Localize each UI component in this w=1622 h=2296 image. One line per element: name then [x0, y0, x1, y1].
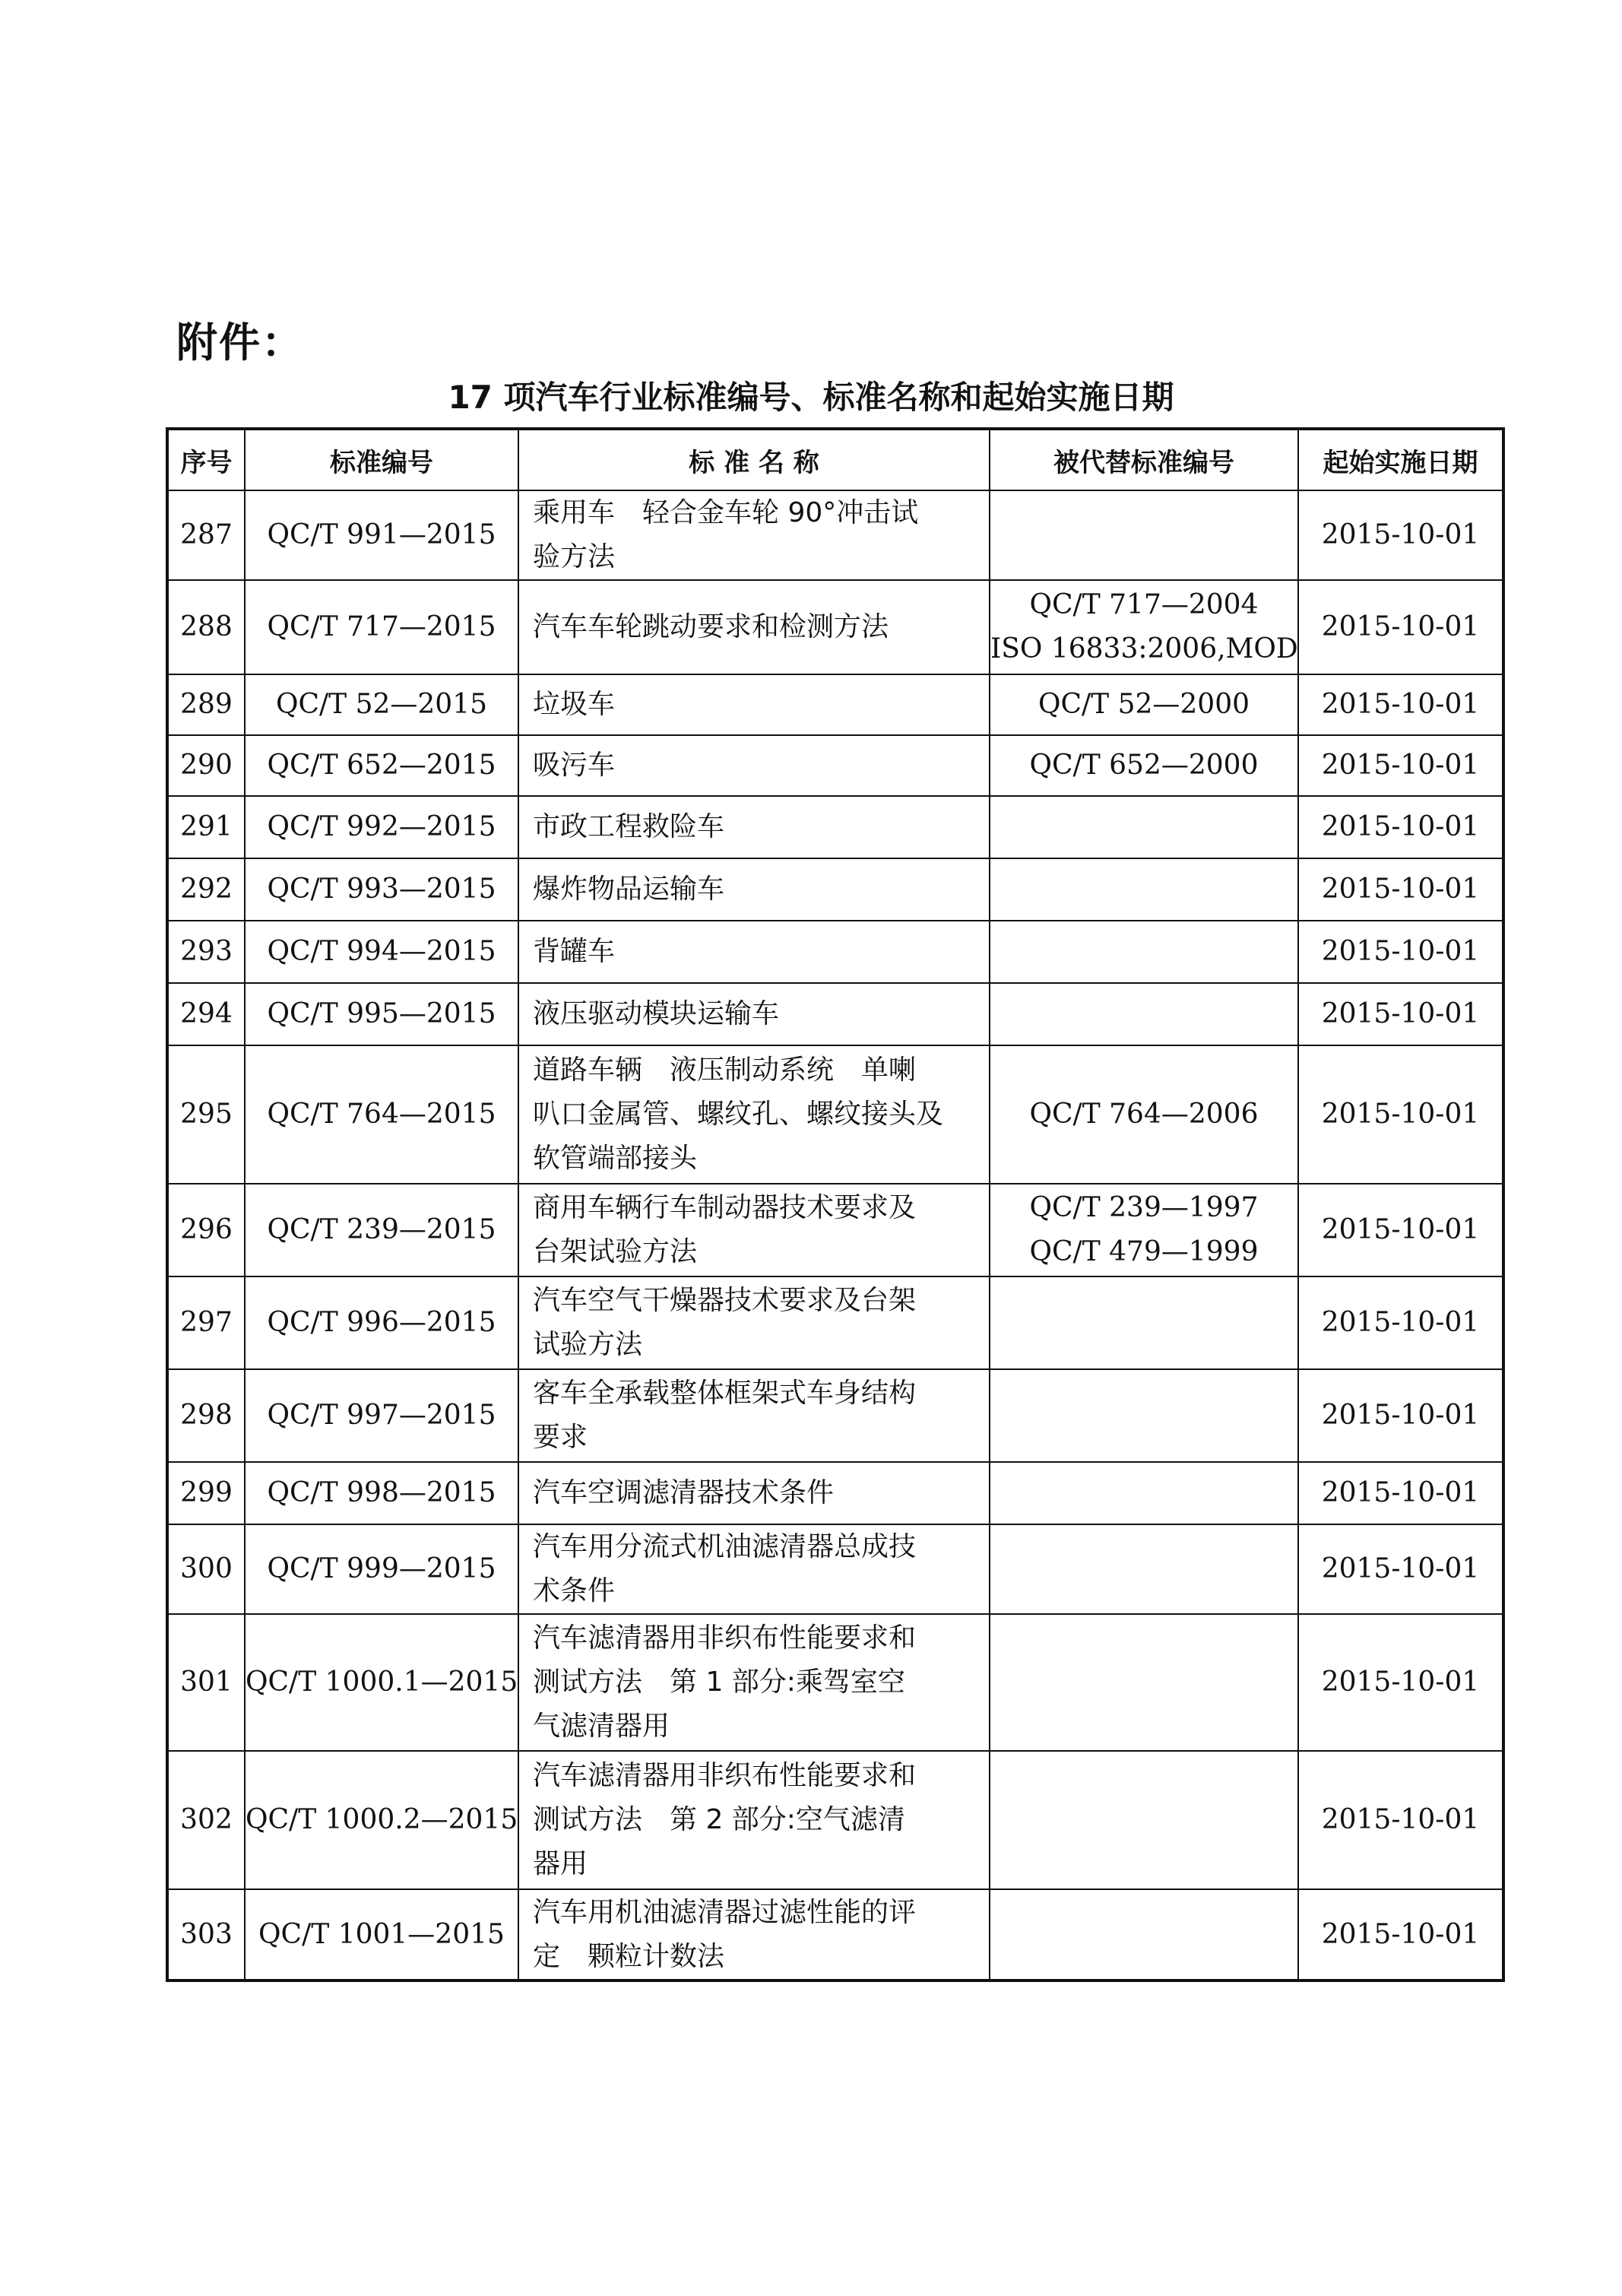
- table-row: [167, 1369, 1503, 1462]
- row-name-line: 汽车滤清器用非织布性能要求和: [533, 1622, 917, 1654]
- row-name: [518, 674, 990, 735]
- row-replaced: [990, 490, 1298, 580]
- row-name: [518, 1276, 990, 1369]
- row-name-line: 定 颗粒计数法: [533, 1940, 725, 1972]
- row-replaced: [990, 983, 1298, 1045]
- row-replaced-line: ISO 16833:2006,MOD: [990, 633, 1298, 664]
- row-code: QC/T 1000.1—2015: [245, 1614, 518, 1751]
- row-name-line: 商用车辆行车制动器技术要求及: [533, 1192, 917, 1223]
- row-replaced-line: QC/T 52—2000: [1038, 689, 1250, 720]
- table-row: [167, 1524, 1503, 1614]
- row-date: 2015-10-01: [1298, 921, 1503, 983]
- table-row: [167, 674, 1503, 735]
- row-replaced: [990, 1369, 1298, 1462]
- table-row: [167, 1045, 1503, 1184]
- row-date: 2015-10-01: [1298, 796, 1503, 858]
- row-date: 2015-10-01: [1298, 1751, 1503, 1889]
- row-code: QC/T 998—2015: [245, 1462, 518, 1524]
- row-date: 2015-10-01: [1298, 1614, 1503, 1751]
- row-code: QC/T 239—2015: [245, 1184, 518, 1276]
- row-name: [518, 858, 990, 921]
- row-name-line: 要求: [533, 1422, 588, 1453]
- row-replaced: [990, 921, 1298, 983]
- row-name: [518, 921, 990, 983]
- table-row: [167, 1614, 1503, 1751]
- row-replaced: [990, 580, 1298, 674]
- row-date: 2015-10-01: [1298, 1045, 1503, 1184]
- row-name: [518, 735, 990, 796]
- row-name: [518, 1045, 990, 1184]
- table-row: [167, 1889, 1503, 1980]
- row-name: [518, 1751, 990, 1889]
- row-date: 2015-10-01: [1298, 1369, 1503, 1462]
- row-replaced: [990, 1614, 1298, 1751]
- row-seq: 293: [167, 921, 245, 983]
- row-seq: 287: [167, 490, 245, 580]
- row-name-line: 乘用车 轻合金车轮 90°冲击试: [533, 497, 919, 528]
- table-row: [167, 921, 1503, 983]
- table-row: [167, 858, 1503, 921]
- row-date: 2015-10-01: [1298, 1889, 1503, 1980]
- row-name-line: 软管端部接头: [533, 1143, 698, 1174]
- row-code: QC/T 652—2015: [245, 735, 518, 796]
- row-name-line: 液压驱动模块运输车: [533, 998, 780, 1029]
- row-name-line: 叭口金属管、螺纹孔、螺纹接头及: [533, 1099, 944, 1130]
- table-row: [167, 1184, 1503, 1276]
- row-date: 2015-10-01: [1298, 1524, 1503, 1614]
- row-date: 2015-10-01: [1298, 983, 1503, 1045]
- row-name-line: 台架试验方法: [533, 1236, 698, 1267]
- row-name: [518, 1462, 990, 1524]
- document-title: 17 项汽车行业标准编号、标准名称和起始实施日期: [448, 379, 1174, 416]
- row-replaced-line: QC/T 652—2000: [1029, 750, 1259, 781]
- row-name-line: 汽车空气干燥器技术要求及台架: [533, 1285, 917, 1316]
- row-replaced-line: QC/T 239—1997: [1029, 1192, 1259, 1223]
- row-name: [518, 1889, 990, 1980]
- row-name-line: 汽车滤清器用非织布性能要求和: [533, 1760, 917, 1791]
- row-code: QC/T 994—2015: [245, 921, 518, 983]
- row-code: QC/T 1000.2—2015: [245, 1751, 518, 1889]
- row-seq: 300: [167, 1524, 245, 1614]
- row-seq: 289: [167, 674, 245, 735]
- table-header-row: [167, 429, 1503, 490]
- row-name-line: 市政工程救险车: [533, 811, 725, 842]
- row-date: 2015-10-01: [1298, 490, 1503, 580]
- row-name-line: 垃圾车: [533, 689, 616, 720]
- standards-table: [166, 427, 1505, 1982]
- header-date: 起始实施日期: [1298, 429, 1503, 490]
- row-name: [518, 1524, 990, 1614]
- row-date: 2015-10-01: [1298, 1276, 1503, 1369]
- row-code: QC/T 764—2015: [245, 1045, 518, 1184]
- row-date: 2015-10-01: [1298, 1184, 1503, 1276]
- row-name: [518, 580, 990, 674]
- row-replaced: [990, 796, 1298, 858]
- row-replaced-line: QC/T 479—1999: [1029, 1236, 1259, 1267]
- row-code: QC/T 999—2015: [245, 1524, 518, 1614]
- row-name-line: 试验方法: [533, 1329, 643, 1360]
- row-replaced: [990, 1751, 1298, 1889]
- row-seq: 299: [167, 1462, 245, 1524]
- row-name: [518, 1614, 990, 1751]
- row-name: [518, 1369, 990, 1462]
- row-name-line: 道路车辆 液压制动系统 单喇: [533, 1054, 917, 1086]
- row-date: 2015-10-01: [1298, 580, 1503, 674]
- row-code: QC/T 52—2015: [245, 674, 518, 735]
- row-seq: 296: [167, 1184, 245, 1276]
- table-row: [167, 1751, 1503, 1889]
- header-name: 标 准 名 称: [518, 429, 990, 490]
- row-name-line: 吸污车: [533, 750, 616, 781]
- row-name-line: 气滤清器用: [533, 1711, 670, 1742]
- table-body: [167, 490, 1503, 1980]
- row-seq: 291: [167, 796, 245, 858]
- row-replaced: [990, 1184, 1298, 1276]
- row-name-line: 汽车用分流式机油滤清器总成技: [533, 1531, 917, 1562]
- row-name-line: 汽车车轮跳动要求和检测方法: [533, 611, 889, 642]
- row-seq: 292: [167, 858, 245, 921]
- row-code: QC/T 997—2015: [245, 1369, 518, 1462]
- row-seq: 298: [167, 1369, 245, 1462]
- row-replaced: [990, 858, 1298, 921]
- row-seq: 294: [167, 983, 245, 1045]
- row-code: QC/T 992—2015: [245, 796, 518, 858]
- table-row: [167, 490, 1503, 580]
- row-replaced: [990, 1276, 1298, 1369]
- row-replaced: [990, 1524, 1298, 1614]
- table-row: [167, 1276, 1503, 1369]
- row-seq: 295: [167, 1045, 245, 1184]
- row-code: QC/T 991—2015: [245, 490, 518, 580]
- row-date: 2015-10-01: [1298, 1462, 1503, 1524]
- row-name-line: 客车全承载整体框架式车身结构: [533, 1378, 917, 1409]
- row-replaced: [990, 674, 1298, 735]
- row-seq: 302: [167, 1751, 245, 1889]
- table-row: [167, 983, 1503, 1045]
- row-code: QC/T 996—2015: [245, 1276, 518, 1369]
- row-name-line: 爆炸物品运输车: [533, 874, 725, 905]
- row-date: 2015-10-01: [1298, 858, 1503, 921]
- row-replaced-line: QC/T 764—2006: [1029, 1099, 1259, 1130]
- row-name: [518, 1184, 990, 1276]
- table-row: [167, 735, 1503, 796]
- row-name-line: 汽车用机油滤清器过滤性能的评: [533, 1896, 917, 1928]
- row-seq: 301: [167, 1614, 245, 1751]
- row-name-line: 验方法: [533, 541, 616, 572]
- row-seq: 303: [167, 1889, 245, 1980]
- row-name: [518, 796, 990, 858]
- row-name-line: 汽车空调滤清器技术条件: [533, 1477, 835, 1508]
- row-replaced-line: QC/T 717—2004: [1029, 589, 1259, 620]
- row-name-line: 术条件: [533, 1575, 616, 1606]
- table-row: [167, 580, 1503, 674]
- row-replaced: [990, 735, 1298, 796]
- row-name-line: 测试方法 第 2 部分:空气滤清: [533, 1804, 905, 1835]
- header-replaced: 被代替标准编号: [990, 429, 1298, 490]
- attachment-heading: 附件：: [176, 319, 304, 366]
- row-name-line: 背罐车: [533, 936, 616, 967]
- row-replaced: [990, 1462, 1298, 1524]
- row-name: [518, 490, 990, 580]
- row-name-line: 器用: [533, 1848, 588, 1879]
- row-replaced: [990, 1889, 1298, 1980]
- row-seq: 288: [167, 580, 245, 674]
- row-replaced: [990, 1045, 1298, 1184]
- row-code: QC/T 717—2015: [245, 580, 518, 674]
- row-code: QC/T 1001—2015: [245, 1889, 518, 1980]
- row-date: 2015-10-01: [1298, 735, 1503, 796]
- table-row: [167, 796, 1503, 858]
- header-code: 标准编号: [245, 429, 518, 490]
- row-name-line: 测试方法 第 1 部分:乘驾室空: [533, 1667, 905, 1698]
- table-row: [167, 1462, 1503, 1524]
- header-seq: 序号: [167, 429, 245, 490]
- row-name: [518, 983, 990, 1045]
- row-code: QC/T 995—2015: [245, 983, 518, 1045]
- row-code: QC/T 993—2015: [245, 858, 518, 921]
- row-date: 2015-10-01: [1298, 674, 1503, 735]
- row-seq: 297: [167, 1276, 245, 1369]
- row-seq: 290: [167, 735, 245, 796]
